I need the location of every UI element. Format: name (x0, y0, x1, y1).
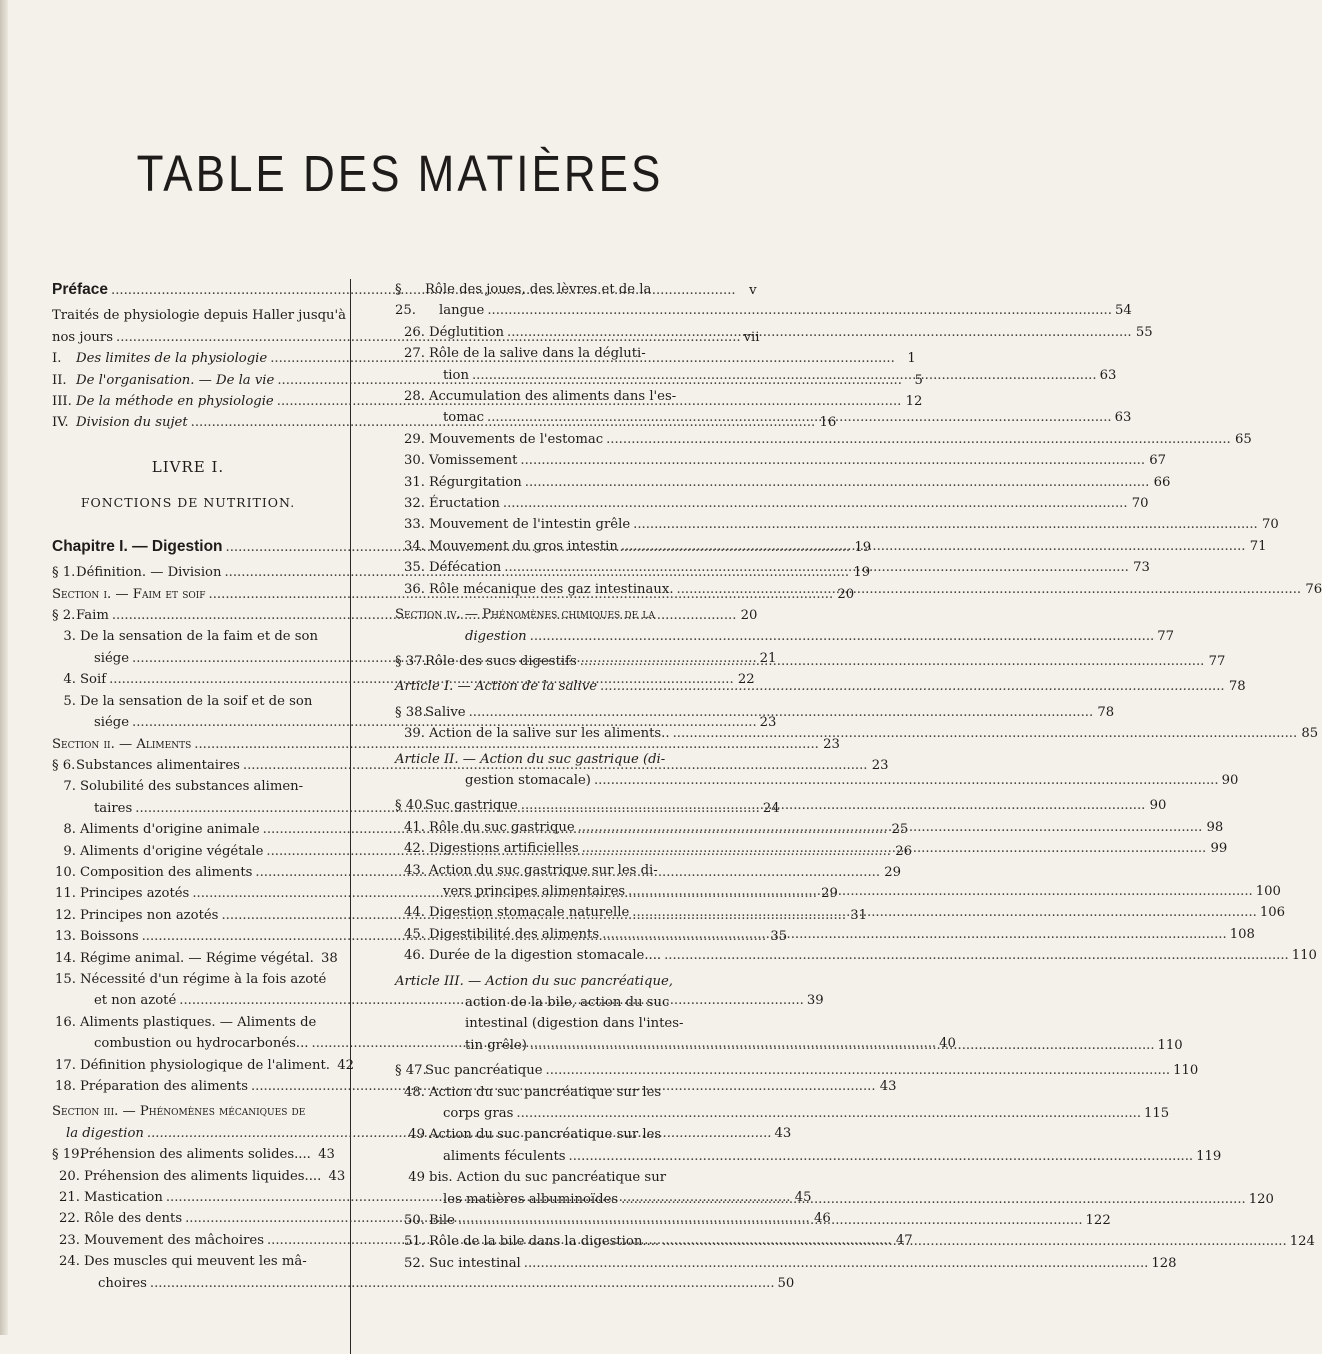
entry-text: Boissons (80, 929, 139, 945)
entry-text: Digestions artificielles (429, 841, 579, 857)
entry-text: Des limites de la physiologie (76, 351, 268, 367)
toc-entry[interactable] (52, 391, 923, 412)
toc-entry[interactable] (395, 514, 1279, 535)
toc-entry[interactable] (52, 862, 902, 883)
entry-page: 110 (1291, 948, 1317, 964)
entry-page: 71 (1249, 538, 1267, 554)
toc-entry[interactable]: 7. Solubilité des substances alimen- taires ..... 24 (52, 776, 324, 819)
entry-number: I. (52, 351, 62, 367)
entry-number: 31. (404, 474, 425, 490)
toc-entry[interactable]: 49 bis. Action du suc pancréatique sur les matières albuminoïdes ..... 120 (395, 1167, 756, 1210)
entry-page: 98 (1206, 819, 1224, 835)
entry-line: Traités de physiologie depuis Haller jusqu'à (52, 308, 347, 324)
entry-page: 66 (1153, 474, 1171, 490)
entry-number: 10. (55, 864, 76, 880)
entry-page: 1 (907, 351, 916, 367)
entry-page: 122 (1085, 1213, 1111, 1229)
entry-text: Vomissement (429, 453, 518, 469)
entry-page: 29 (884, 864, 902, 880)
toc-entry[interactable]: 28. Accumulation des aliments dans l'es- tomac ..... 63 (395, 386, 756, 429)
entry-group (395, 702, 1319, 745)
toc-entry[interactable] (52, 1055, 354, 1076)
entry-page: 12 (905, 394, 923, 410)
entry-number: 23. (59, 1232, 80, 1248)
entry-text: Régime animal. — Régime végétal. (80, 950, 314, 966)
toc-entry-section-2[interactable]: Section ii. — Aliments ..... 23 (52, 734, 324, 755)
entry-page: 46 (813, 1211, 831, 1227)
toc-entry[interactable] (395, 702, 1115, 723)
toc-entry-preface[interactable] (52, 279, 757, 301)
toc-entry[interactable] (52, 370, 923, 391)
toc-entry[interactable]: 43. Action du suc gastrique sur les di- vers principes alimentaires ..... 100 (395, 860, 756, 903)
entry-text: Principes non azotés (80, 907, 219, 923)
entry-page: 42 (337, 1057, 354, 1073)
entry-text: Préparation des aliments (80, 1079, 248, 1094)
toc-entry[interactable] (52, 1166, 346, 1187)
toc-entry-article-1[interactable]: Article I. — Action de la salive ..... 78 (395, 676, 756, 697)
entry-number: 41. (404, 819, 425, 835)
entry-number: IV. (52, 415, 69, 431)
entry-number: 13. (55, 929, 76, 945)
entry-number: 17. (55, 1057, 76, 1073)
entry-text: De l'organisation. — De la vie (76, 372, 275, 388)
entry-number: III. (52, 394, 72, 410)
toc-entry-section-4[interactable]: Section iv. — Phénomènes chimiques de la digestion ..... 77 (395, 604, 756, 647)
entry-text: Préhension des aliments liquides.... (84, 1168, 322, 1184)
toc-entry[interactable]: 49 Action du suc pancréatique sur les aliments féculents ..... 119 (395, 1124, 756, 1167)
entry-text: Action de la salive sur les aliments.. (429, 726, 670, 742)
toc-entry[interactable]: 5. De la sensation de la soif et de son siége ..... 23 (52, 691, 324, 734)
entry-text: Éructation (429, 496, 500, 512)
toc-entry[interactable] (395, 795, 1167, 816)
entry-number: § 38. (395, 704, 427, 720)
entry-label: Préface (52, 281, 109, 298)
toc-entry[interactable]: 15. Nécessité d'un régime à la fois azoté et non azoté ..... 39 (52, 969, 324, 1012)
entry-number: 51. (404, 1234, 425, 1250)
entry-text: Composition des aliments (80, 864, 253, 880)
entry-page: 76 (1305, 581, 1322, 597)
toc-entry[interactable]: § 37. Rôle des sucs digestifs ..... 77 (395, 651, 756, 672)
entry-text: Rôle de la bile dans la digestion.... (429, 1234, 660, 1250)
entry-text: Bile (429, 1213, 455, 1229)
toc-entry[interactable] (395, 472, 1171, 493)
entry-page: 108 (1229, 926, 1255, 942)
toc-entry[interactable] (395, 1253, 1177, 1274)
entry-page: 31 (850, 907, 868, 923)
toc-entry[interactable] (395, 450, 1167, 471)
entry-number: II. (52, 372, 67, 388)
entry-text: Aliments d'origine animale (80, 822, 260, 838)
toc-entry[interactable] (395, 557, 1150, 578)
toc-entry[interactable] (52, 883, 838, 904)
entry-text: Suc gastrique (425, 798, 518, 814)
entry-text: Division du sujet (76, 415, 188, 431)
entry-text: Digestion stomacale naturelle (429, 905, 630, 921)
entry-page: 128 (1151, 1255, 1177, 1271)
entry-page: 19 (854, 539, 872, 555)
entry-page: 47 (895, 1232, 913, 1248)
entry-text: Définition physiologique de l'aliment. (80, 1057, 330, 1073)
page-title: TABLE DES MATIÈRES (136, 146, 664, 203)
entry-text: Suc intestinal (429, 1255, 521, 1271)
entry-number: 42. (404, 841, 425, 857)
toc-entry-section-3[interactable]: Section iii. — Phénomènes mécaniques de la digestion ..... 43 (52, 1101, 324, 1144)
entry-page: 29 (821, 886, 838, 902)
entry-page: 16 (819, 415, 837, 431)
entry-number: 52. (404, 1255, 425, 1271)
entry-number: 11. (55, 886, 76, 902)
toc-entry[interactable]: § 47. Suc pancréatique ..... 110 (395, 1060, 756, 1081)
entry-page: 124 (1289, 1234, 1315, 1250)
entry-number: 8. (63, 822, 76, 838)
entry-text: Rôle des dents (84, 1211, 183, 1227)
entry-number: 12. (55, 907, 76, 923)
entry-page: 43 (879, 1079, 897, 1094)
toc-entry[interactable]: 24. Des muscles qui meuvent les mâ- choires ..... 50 (52, 1251, 324, 1294)
entry-number: 14. (55, 950, 76, 966)
entry-number: 35. (404, 560, 425, 576)
toc-entry[interactable] (52, 1076, 897, 1097)
entry-number: 36. (404, 581, 425, 597)
toc-entry[interactable]: § 1. Définition. — Division ..... 19 (52, 562, 324, 583)
entry-page: 43 (328, 1168, 346, 1184)
entry-number: 34. (404, 538, 425, 554)
entry-number: 50. (404, 1213, 425, 1229)
toc-entry[interactable] (52, 348, 916, 369)
toc-entry[interactable] (52, 948, 338, 969)
entry-page: 26 (895, 843, 912, 859)
toc-entry[interactable] (395, 493, 1149, 514)
entry-page: 73 (1133, 560, 1150, 576)
entry-page: 106 (1259, 905, 1286, 921)
toc-entry[interactable] (52, 1144, 335, 1165)
entry-page: 43 (318, 1147, 335, 1163)
entry-page: v (749, 283, 757, 298)
toc-entry-article-3[interactable]: Article III. — Action du suc pancréatique, action de la bile, action du suc intestinal (digestion dans l'intes- tin grêle) ..... 110 (395, 971, 756, 1057)
entry-page: 45 (794, 1190, 812, 1206)
entry-text: Rôle du suc gastrique (429, 819, 575, 835)
toc-entry-article-2[interactable]: Article II. — Action du suc gastrique (di- gestion stomacale) ..... 90 (395, 749, 756, 792)
entry-number: 33. (404, 517, 425, 533)
entry-text: Aliments d'origine végétale (80, 843, 264, 859)
entry-number: 22. (59, 1211, 80, 1227)
entry-text: Rôle mécanique des gaz intestinaux. (429, 581, 674, 597)
entry-text: Mouvement des mâchoires (84, 1232, 264, 1248)
entry-text: Défécation (429, 560, 502, 576)
entry-number: § 40. (395, 798, 427, 814)
entry-label: Chapitre I. — Digestion (52, 537, 223, 555)
toc-entry[interactable] (52, 412, 837, 433)
entry-page: 70 (1131, 496, 1149, 512)
entry-page: 85 (1301, 726, 1319, 742)
entry-text: Mouvement du gros intestin (429, 538, 618, 554)
entry-text: Préhension des aliments solides.... (80, 1147, 311, 1163)
entry-text: Mouvements de l'estomac (429, 431, 604, 447)
entry-number: 18. (55, 1079, 76, 1094)
toc-entry-section-1[interactable]: Section i. — Faim et soif ..... 20 (52, 584, 324, 605)
entry-number: 45. (404, 926, 425, 942)
toc-entry[interactable] (395, 723, 1319, 744)
entry-number: § 19. (52, 1147, 84, 1163)
entry-page: 65 (1234, 431, 1252, 447)
toc-entry[interactable]: 48. Action du suc pancréatique sur les corps gras ..... 115 (395, 1082, 756, 1125)
entry-page: vii (743, 329, 760, 345)
entry-number: 46. (404, 948, 425, 964)
entry-text: Régurgitation (429, 474, 522, 490)
entry-page: 25 (891, 822, 909, 838)
entry-text: Mouvement de l'intestin grêle (429, 517, 631, 533)
entry-page: 35 (770, 929, 788, 945)
entry-page: 70 (1261, 517, 1279, 533)
entry-text: Salive (425, 704, 466, 720)
toc-entry[interactable] (52, 1187, 812, 1208)
entry-text: Mastication (84, 1190, 163, 1206)
toc-entry[interactable] (395, 429, 1252, 450)
entry-number: 20. (59, 1168, 80, 1184)
entry-text: Durée de la digestion stomacale.... (429, 948, 662, 964)
entry-text: Digestibilité des aliments (429, 926, 600, 942)
entry-page: 67 (1149, 453, 1167, 469)
toc-entry[interactable]: 27. Rôle de la salive dans la dégluti- tion ..... 63 (395, 343, 756, 386)
entry-line: nos jours (52, 329, 113, 345)
entry-page: 78 (1097, 704, 1115, 720)
toc-entry[interactable]: § 2. Faim ..... 20 (52, 605, 324, 626)
entry-page: 5 (914, 372, 923, 388)
entry-text: Principes azotés (80, 886, 190, 902)
entry-number: 30. (404, 453, 425, 469)
entry-page: 99 (1210, 841, 1228, 857)
toc-entry[interactable]: 3. De la sensation de la faim et de son siége ..... 21 (52, 626, 324, 669)
entry-number: 44. (404, 905, 425, 921)
toc-entry[interactable]: § 25. Rôle des joues, des lèvres et de la langue ..... 54 (395, 279, 756, 322)
entry-page: 90 (1149, 798, 1167, 814)
entry-number: 9. (63, 843, 76, 859)
entry-text: De la méthode en physiologie (76, 394, 274, 410)
fonctions-heading: FONCTIONS DE NUTRITION. (80, 494, 296, 510)
toc-entry[interactable]: 4. Soif ..... 22 (52, 669, 324, 690)
toc-entry[interactable]: 16. Aliments plastiques. — Aliments de combustion ou hydrocarbonés... ..... 40 (52, 1012, 324, 1055)
toc-entry-traites[interactable] (52, 305, 760, 348)
livre-heading: LIVRE I. (151, 457, 225, 476)
entry-number: 39. (404, 726, 425, 742)
entry-number: 29. (404, 431, 425, 447)
entry-page: 38 (321, 950, 338, 966)
entry-number: 21. (59, 1190, 80, 1206)
toc-entry[interactable]: § 6. Substances alimentaires ..... 23 (52, 755, 324, 776)
toc-entry[interactable] (395, 945, 1317, 966)
entry-number: 32. (404, 496, 425, 512)
toc-entry[interactable]: 26. Déglutition ..... 55 (395, 322, 756, 343)
